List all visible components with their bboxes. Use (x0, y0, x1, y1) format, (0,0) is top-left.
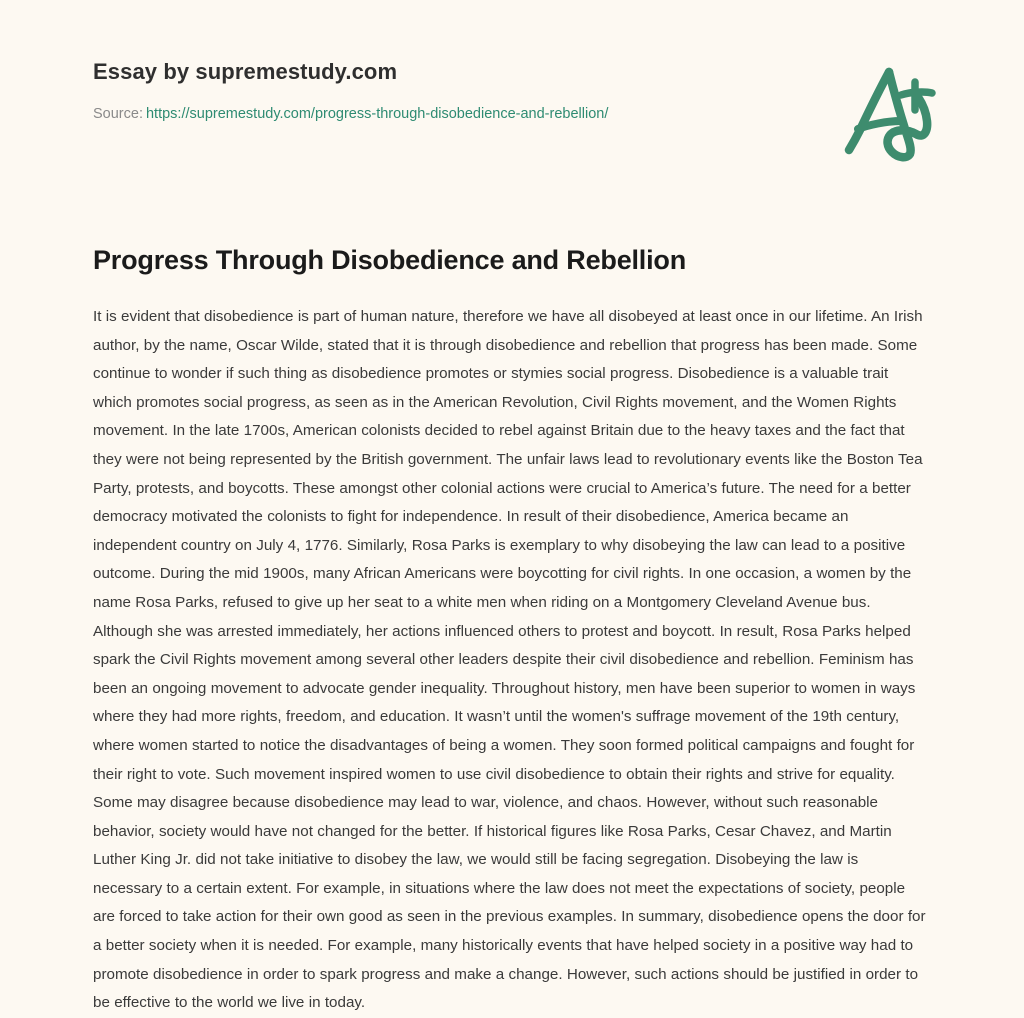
a-plus-logo-icon (832, 55, 944, 167)
site-heading: Essay by supremestudy.com (93, 59, 398, 84)
article-body-text: It is evident that disobedience is part of human nature, therefore we have all disobeyed at least once in our lifetime. An Irish author, by the name, Oscar Wilde, stated that it is through disobedience and rebellion that progress has been made. Some continue to wonder if such thing as disobedience promotes or stymies social progress. Disobedience is a valuable trait which promotes social progress, as seen as in the American Revolution, Civil Rights movement, and the Women Rights movement. In the late 1700s, American colonists decided to rebel against Britain due to the heavy taxes and the fact that they were not being represented by the British government. The unfair laws lead to revolutionary events like the Boston Tea Party, protests, and boycotts. These amongst other colonial actions were crucial to America’s future. The need for a better democracy motivated the colonists to fight for independence. In result of their disobedience, America became an independent country on July 4, 1776. Similarly, Rosa Parks is exemplary to why disobeying the law can lead to a positive outcome. During the mid 1900s, many African Americans were boycotting for civil rights. In one occasion, a women by the name Rosa Parks, refused to give up her seat to a white men when riding on a Montgomery Cleveland Avenue bus. Although she was arrested immediately, her actions influenced others to protest and boycott. In result, Rosa Parks helped spark the Civil Rights movement among several other leaders despite their civil disobedience and rebellion. Feminism has been an ongoing movement to advocate gender inequality. Throughout history, men have been superior to women in ways where they had more rights, freedom, and education. It wasn’t until the women's suffrage movement of the 19th century, where women started to notice the disadvantages of being a women. They soon formed political campaigns and fought for their right to vote. Such movement inspired women to use civil disobedience to obtain their rights and strive for equality. Some may disagree because disobedience may lead to war, violence, and chaos. However, without such reasonable behavior, society would have not changed for the better. If historical figures like Rosa Parks, Cesar Chavez, and Martin Luther King Jr. did not take initiative to disobey the law, we would still be facing segregation. Disobeying the law is necessary to a certain extent. For example, in situations where the law does not meet the expectations of society, people are forced to take action for their own good as seen in the previous examples. In summary, disobedience opens the door for a better society when it is needed. For example, many historically events that have helped society in a positive way had to promote disobedience in order to spark progress and make a change. However, such actions should be justified in order to be effective to the world we live in today. (93, 308, 926, 1012)
source-label: Source: (93, 106, 143, 122)
source-line (93, 104, 946, 124)
source-url-link[interactable]: https://supremestudy.com/progress-through-disobedience-and-rebellion/ (145, 106, 609, 122)
page-header (93, 58, 946, 168)
article (93, 243, 931, 1018)
page-title: Progress Through Disobedience and Rebellion (93, 245, 686, 275)
